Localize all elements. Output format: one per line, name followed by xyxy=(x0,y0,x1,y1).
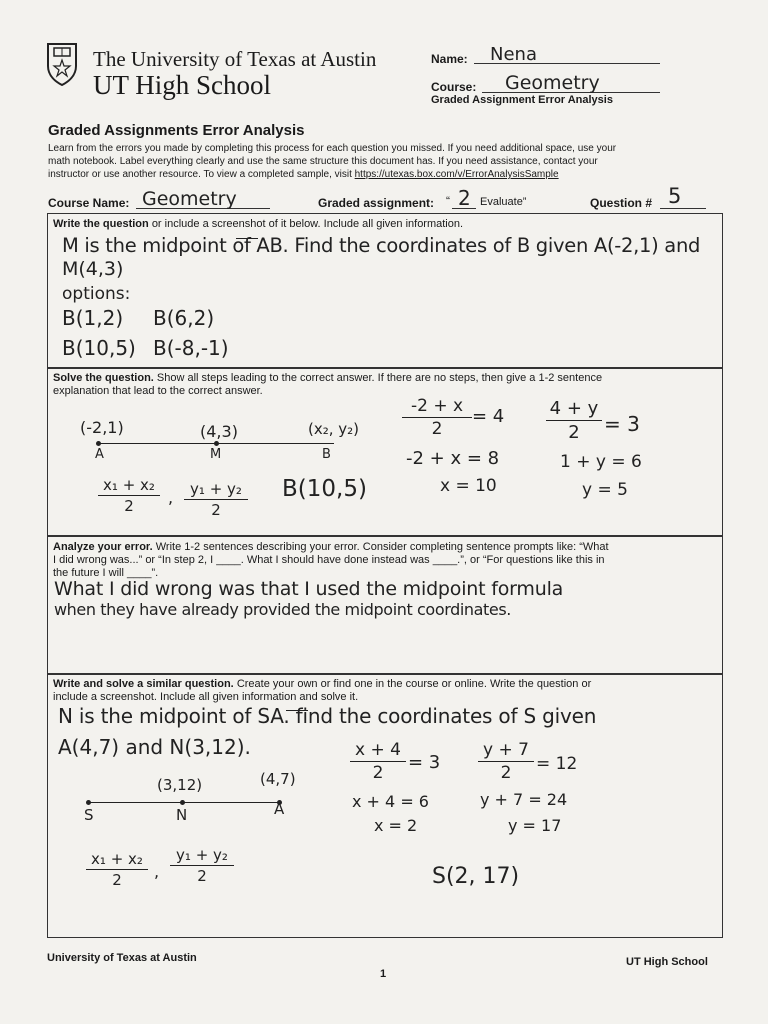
dot-n xyxy=(180,800,185,805)
hw-similar-line-1: N is the midpoint of SA. find the coordinates of S given xyxy=(58,704,597,728)
analyze-instructions-rest-1: Write 1-2 sentences describing your error. Consider completing sentence prompts like: “What xyxy=(155,541,609,553)
similar-x-step: x + 4 = 6 xyxy=(352,792,429,811)
similar-instructions xyxy=(53,678,719,704)
similar-y-result: y = 17 xyxy=(508,816,562,835)
dot-s xyxy=(86,800,91,805)
analyze-instructions xyxy=(53,541,719,580)
course-subtitle: Graded Assignment Error Analysis xyxy=(431,94,613,106)
eq-y-num: 4 + y xyxy=(549,398,599,419)
analyze-instructions-bold: Analyze your error. xyxy=(53,541,153,553)
point-a-coord: (-2,1) xyxy=(80,418,124,437)
similar-instructions-line-2: include a screenshot. Include all given information and solve it. xyxy=(53,691,359,703)
label-s: S xyxy=(84,806,94,824)
solve-instructions-line-2: explanation that lead to the correct answer. xyxy=(53,385,263,397)
similar-y-step: y + 7 = 24 xyxy=(480,790,568,809)
dot-m xyxy=(214,441,219,446)
graded-assignment-label: Graded assignment: xyxy=(318,196,435,210)
similar-midpoint-y-num: y₁ + y₂ xyxy=(176,846,228,864)
hw-error-line-1: What I did wrong was that I used the midpoint formula xyxy=(54,578,564,600)
eq-x-num: -2 + x xyxy=(410,396,464,416)
eq-x-fraction xyxy=(402,396,472,439)
formula-comma: , xyxy=(168,488,174,507)
school-name: UT High School xyxy=(93,70,272,100)
hw-question-line-2: M(4,3) xyxy=(62,258,124,280)
question-instructions-bold: Write the question xyxy=(53,218,149,230)
eq-y-step: 1 + y = 6 xyxy=(560,452,642,472)
hw-error-line-2: when they have already provided the midpoint coordinates. xyxy=(54,600,511,619)
point-m-coord: (4,3) xyxy=(200,422,238,441)
similar-y-num: y + 7 xyxy=(483,740,529,760)
footer-left: University of Texas at Austin xyxy=(47,952,197,964)
solve-instructions-bold: Solve the question. xyxy=(53,372,154,384)
similar-instructions-line-1 xyxy=(53,678,719,691)
question-instructions-rest: or include a screenshot of it below. Include all given information. xyxy=(151,218,464,230)
footer-right: UT High School xyxy=(626,956,708,968)
page-number: 1 xyxy=(380,968,387,980)
dot-a xyxy=(96,441,101,446)
midpoint-x-num: x₁ + x₂ xyxy=(103,476,155,494)
similar-x-result: x = 2 xyxy=(374,816,418,835)
solve-instructions-line-1 xyxy=(53,372,719,385)
overline-sa xyxy=(286,710,308,711)
hw-option-3: B(10,5) xyxy=(62,336,136,360)
similar-midpoint-x-den: 2 xyxy=(112,871,122,889)
intro-line-3-text: instructor or use another resource. To view a completed sample, visit xyxy=(48,169,352,180)
graded-text: Evaluate” xyxy=(480,196,527,208)
university-name: The University of Texas at Austin xyxy=(93,47,377,71)
page-title: Graded Assignments Error Analysis xyxy=(48,122,305,139)
similar-x-rhs: = 3 xyxy=(408,752,441,773)
similar-x-fraction xyxy=(350,740,406,783)
hw-option-1: B(1,2) xyxy=(62,306,124,330)
intro-line-1: Learn from the errors you made by completing this process for each question you missed. If you need additional space, use your xyxy=(48,143,617,154)
label-n: N xyxy=(176,806,188,824)
point-n-coord: (3,12) xyxy=(157,776,203,794)
label-b: B xyxy=(322,447,331,462)
question-line xyxy=(660,208,706,209)
label-a2: A xyxy=(274,800,285,818)
similar-midpoint-y-formula xyxy=(170,846,234,885)
sample-link[interactable]: https://utexas.box.com/v/ErrorAnalysisSample xyxy=(354,169,559,180)
course-value: Geometry xyxy=(505,72,600,94)
analyze-instructions-line-2: I did wrong was...” or “In step 2, I ____. What I should have done instead was ____.”, or “For questions like this in xyxy=(53,554,605,566)
eq-x-result: x = 10 xyxy=(440,476,497,496)
course-name-label: Course Name: xyxy=(48,196,130,210)
similar-x-den: 2 xyxy=(372,763,384,783)
eq-y-den: 2 xyxy=(568,422,580,443)
hw-options-label: options: xyxy=(62,284,131,304)
similar-y-fraction xyxy=(478,740,534,783)
intro-line-2: math notebook. Label everything clearly and use the same structure this document has. If you need assistance, contact your xyxy=(48,156,598,167)
intro-text xyxy=(48,142,718,181)
similar-midpoint-x-formula xyxy=(86,850,148,889)
name-label: Name: xyxy=(431,52,468,66)
eq-x-rhs: = 4 xyxy=(472,406,505,427)
analyze-instructions-line-3: the future I will ____”. xyxy=(53,567,159,579)
ut-shield-logo xyxy=(46,42,78,86)
analyze-instructions-line-1 xyxy=(53,541,719,554)
similar-y-den: 2 xyxy=(500,763,512,783)
midpoint-y-formula xyxy=(184,480,248,519)
hw-similar-line-2: A(4,7) and N(3,12). xyxy=(58,735,251,759)
similar-instructions-rest-1: Create your own or find one in the course or online. Write the question or xyxy=(236,678,592,690)
label-a: A xyxy=(95,447,104,462)
eq-y-fraction xyxy=(546,398,602,443)
similar-formula-comma: , xyxy=(154,862,160,881)
midpoint-y-den: 2 xyxy=(211,501,221,519)
eq-y-result: y = 5 xyxy=(582,480,628,500)
course-label: Course: xyxy=(431,80,477,94)
intro-line-3 xyxy=(48,168,718,181)
eq-x-den: 2 xyxy=(431,419,443,439)
graded-number: 2 xyxy=(458,186,471,210)
point-b-coord: (x₂, y₂) xyxy=(308,420,360,438)
solve-instructions-rest-1: Show all steps leading to the correct answer. If there are no steps, then give a 1-2 sentence xyxy=(156,372,603,384)
eq-x-step: -2 + x = 8 xyxy=(406,448,500,469)
course-name-value: Geometry xyxy=(142,188,237,210)
similar-midpoint-y-den: 2 xyxy=(197,867,207,885)
answer-b: B(10,5) xyxy=(282,476,367,502)
similar-x-num: x + 4 xyxy=(355,740,401,760)
hw-option-2: B(6,2) xyxy=(153,306,215,330)
label-m: M xyxy=(210,447,222,462)
hw-question-line-1: M is the midpoint of AB. Find the coordinates of B given A(-2,1) and xyxy=(62,234,701,257)
midpoint-y-num: y₁ + y₂ xyxy=(190,480,242,498)
similar-answer: S(2, 17) xyxy=(432,864,520,889)
hw-option-4: B(-8,-1) xyxy=(153,336,229,360)
midpoint-x-formula xyxy=(98,476,160,515)
solve-instructions xyxy=(53,372,719,398)
question-label: Question # xyxy=(590,196,653,210)
midpoint-x-den: 2 xyxy=(124,497,134,515)
similar-instructions-bold: Write and solve a similar question. xyxy=(53,678,234,690)
overline-ab xyxy=(236,238,258,239)
graded-open-quote: “ xyxy=(446,194,450,208)
question-value: 5 xyxy=(668,184,682,208)
question-instructions xyxy=(53,218,463,231)
eq-y-rhs: = 3 xyxy=(604,412,640,436)
similar-y-rhs: = 12 xyxy=(536,754,578,774)
point-a2-coord: (4,7) xyxy=(260,770,296,788)
name-value: Nena xyxy=(490,44,537,65)
similar-midpoint-x-num: x₁ + x₂ xyxy=(91,850,143,868)
